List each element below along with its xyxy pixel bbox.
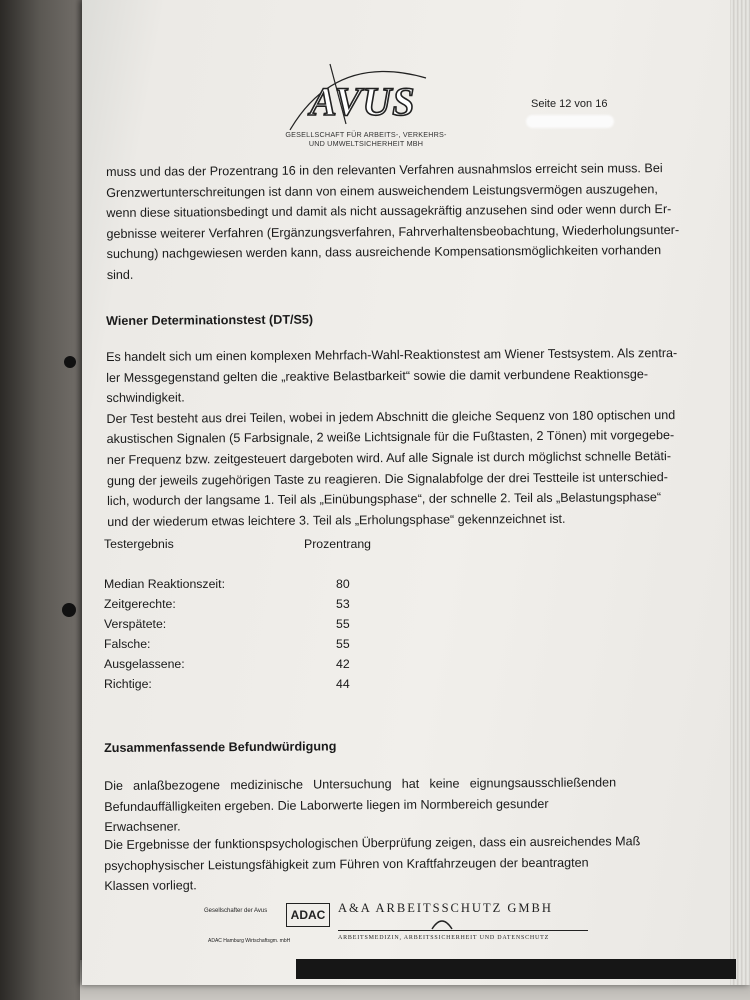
aa-logo-icon (430, 915, 454, 931)
row-label: Zeitgerechte: (104, 597, 176, 611)
text-line: lich, wodurch der langsame 1. Teil als „Einübungsphase“, der schnelle 2. Teil als „Belastungsphase“ (107, 490, 662, 509)
text-line: akustischen Signalen (5 Farbsignale, 2 weiße Lichtsignale für die Fußtasten, 2 Tönen) mit vorgegebe- (106, 428, 675, 447)
adac-logo: ADAC (286, 903, 330, 927)
text-line: ler Messgegenstand gelten die „reaktive Belastbarkeit“ sowie die damit verbundene Reaktionsge- (106, 366, 649, 385)
footer-adac-hamburg: ADAC Hamburg Wirtschaftsgm. mbH (208, 938, 291, 944)
avus-logo (276, 58, 456, 158)
summary-paragraph-1 (104, 772, 616, 837)
bottom-black-band (296, 959, 736, 979)
table-row (104, 657, 364, 677)
row-label: Falsche: (104, 637, 151, 651)
aa-subtitle: ARBEITSMEDIZIN, ARBEITSSICHERHEIT UND DATENSCHUTZ (338, 935, 550, 941)
logo-wordmark: AVUS (310, 79, 416, 124)
section-heading-dt (106, 310, 313, 332)
redaction-mark (526, 115, 614, 128)
text-line: wenn diese situationsbedingt und damit als nicht aussagekräftig anzusehen sind oder wenn durch Er- (106, 202, 672, 221)
row-value: 44 (336, 677, 350, 691)
summary-paragraph-2 (104, 831, 641, 896)
row-value: 80 (336, 577, 350, 591)
text-line: ner Frequenz bzw. zeitgesteuert dargeboten wird. Auf alle Signale ist durch möglichst schnelle Betäti- (106, 449, 672, 467)
footer (200, 895, 620, 955)
row-label: Ausgelassene: (104, 657, 185, 671)
intro-paragraph (106, 158, 680, 285)
text-line: Befundauffälligkeiten ergeben. Die Laborwerte liegen im Normbereich gesunder Erwachsener. (104, 796, 549, 835)
row-label: Richtige: (104, 677, 152, 691)
heading-text: Wiener Determinationstest (DT/S5) (106, 312, 314, 328)
text-line: sind. (106, 267, 134, 282)
row-value: 42 (336, 657, 350, 671)
text-line: Grenzwertunterschreitungen ist dann von einem ausweichendem Leistungsvermögen auszugehen, (106, 181, 658, 200)
row-value: 55 (336, 637, 350, 651)
table-row (104, 677, 364, 697)
col-header-testergebnis: Testergebnis (104, 537, 174, 551)
text-line: gebnisse weiterer Verfahren (Ergänzungsverfahren, Fahrverhaltensbeobachtung, Wiederholungsunter- (106, 222, 680, 241)
text-line: Die Ergebnisse der funktionspsychologischen Überprüfung zeigen, dass ein ausreichendes Maß (104, 834, 641, 852)
text-line: suchung) nachgewiesen werden kann, dass ausreichende Kompensationsmöglichkeiten vorhanden (106, 243, 662, 262)
table-row (104, 597, 364, 617)
table-row (104, 617, 364, 637)
page-number: Seite 12 von 16 (531, 98, 608, 110)
row-label: Verspätete: (104, 617, 167, 631)
text-line: Die anlaßbezogene medizinische Untersuchung hat keine eignungsausschließenden (104, 775, 617, 793)
col-header-prozentrang: Prozentrang (304, 537, 371, 551)
punch-hole-middle (62, 603, 76, 617)
logo-subtitle-line1: GESELLSCHAFT FÜR ARBEITS-, VERKEHRS- (285, 130, 447, 139)
footer-shareholders: Gesellschafter der Avus (204, 908, 268, 914)
text-line: gung der jeweils zugehörigen Taste zu reagieren. Die Signalabfolge der drei Testteile ist unterschied- (106, 469, 668, 488)
footer-rule (338, 930, 588, 931)
table-row (104, 637, 364, 657)
logo-subtitle-line2: UND UMWELTSICHERHEIT MBH (308, 139, 424, 148)
text-line: schwindigkeit. (106, 390, 185, 406)
table-header-row (104, 537, 371, 557)
row-label: Median Reaktionszeit: (104, 577, 225, 591)
row-value: 53 (336, 597, 350, 611)
text-line: muss und das der Prozentrang 16 in den relevanten Verfahren ausnahmslos erreicht sein muss. Bei (106, 161, 663, 179)
row-value: 55 (336, 617, 350, 631)
text-line: Es handelt sich um einen komplexen Mehrfach-Wahl-Reaktionstest am Wiener Testsystem. Als zentra- (106, 346, 678, 364)
dt-description (106, 343, 678, 532)
aa-company-name: A&A ARBEITSSCHUTZ GMBH (338, 901, 553, 915)
section-heading-summary (104, 736, 336, 758)
heading-text: Zusammenfassende Befundwürdigung (104, 739, 337, 755)
text-line: und der wiederum etwas leichtere 3. Teil als „Erholungsphase“ gekennzeichnet ist. (107, 511, 566, 529)
table-row (104, 577, 364, 597)
logo-subtitle (276, 130, 456, 148)
page-edges (730, 0, 750, 985)
text-line: psychophysischer Leistungsfähigkeit zum Führen von Kraftfahrzeugen der beantragten Klassen vorliegt. (104, 855, 589, 894)
text-line: Der Test besteht aus drei Teilen, wobei in jedem Abschnitt die gleiche Sequenz von 180 optischen und (106, 407, 676, 426)
punch-hole-top (64, 356, 76, 368)
